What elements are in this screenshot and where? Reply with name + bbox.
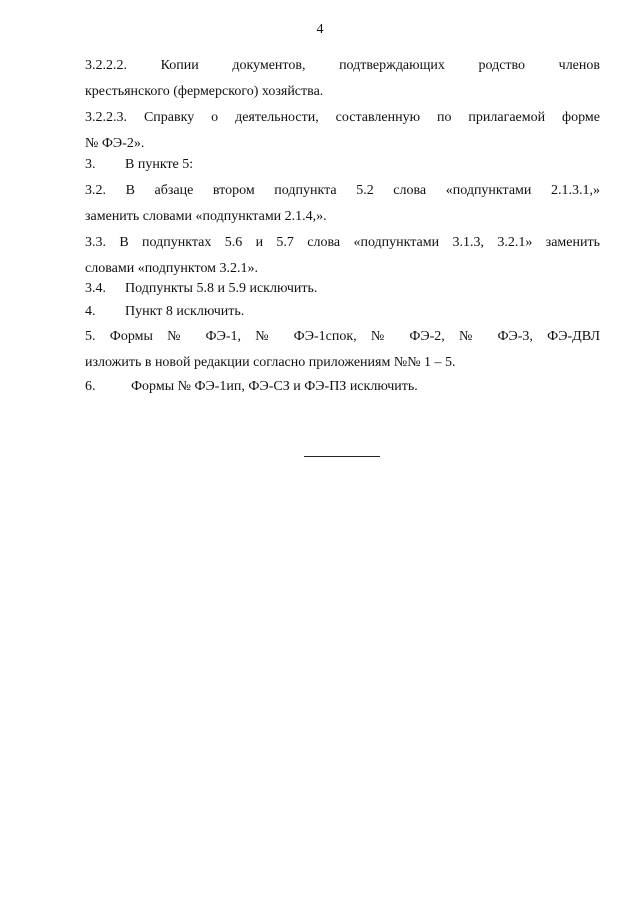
paragraph-line: крестьянского (фермерского) хозяйства. xyxy=(85,84,324,99)
page-number: 4 xyxy=(316,22,324,37)
paragraph-line: 3.2.2.2. Копии документов, подтверждающих родство членов xyxy=(85,58,600,73)
paragraph-line: заменить словами «подпунктами 2.1.4,». xyxy=(85,209,327,224)
paragraph-3-2-2-2 xyxy=(85,53,600,105)
item-number: 4. xyxy=(85,304,96,319)
item-number: 3.4. xyxy=(85,281,106,296)
paragraph-3-2 xyxy=(85,178,600,230)
paragraph-3 xyxy=(85,152,600,178)
end-divider-line xyxy=(304,456,380,457)
paragraph-line: 3.2. В абзаце втором подпункта 5.2 слова «подпунктами 2.1.3.1,» xyxy=(85,183,600,198)
paragraph-line: 5. Формы № ФЭ-1, № ФЭ-1спок, № ФЭ-2, № ФЭ-3, ФЭ-ДВЛ xyxy=(85,329,600,344)
paragraph-4 xyxy=(85,299,600,325)
paragraph-text: Подпункты 5.8 и 5.9 исключить. xyxy=(125,281,318,296)
paragraph-line: словами «подпунктом 3.2.1». xyxy=(85,261,259,276)
paragraph-line: 3.3. В подпунктах 5.6 и 5.7 слова «подпунктами 3.1.3, 3.2.1» заменить xyxy=(85,235,600,250)
paragraph-3-3 xyxy=(85,230,600,282)
paragraph-text: Формы № ФЭ-1ип, ФЭ-СЗ и ФЭ-ПЗ исключить. xyxy=(131,379,418,394)
paragraph-line: изложить в новой редакции согласно приложениям №№ 1 – 5. xyxy=(85,355,456,370)
item-number: 6. xyxy=(85,379,96,394)
paragraph-5 xyxy=(85,324,600,376)
paragraph-6 xyxy=(85,374,600,400)
paragraph-line: № ФЭ-2». xyxy=(85,136,145,151)
paragraph-3-2-2-3 xyxy=(85,105,600,157)
paragraph-text: В пункте 5: xyxy=(125,157,194,172)
paragraph-text: Пункт 8 исключить. xyxy=(125,304,245,319)
item-number: 3. xyxy=(85,157,96,172)
paragraph-line: 3.2.2.3. Справку о деятельности, составленную по прилагаемой форме xyxy=(85,110,600,125)
